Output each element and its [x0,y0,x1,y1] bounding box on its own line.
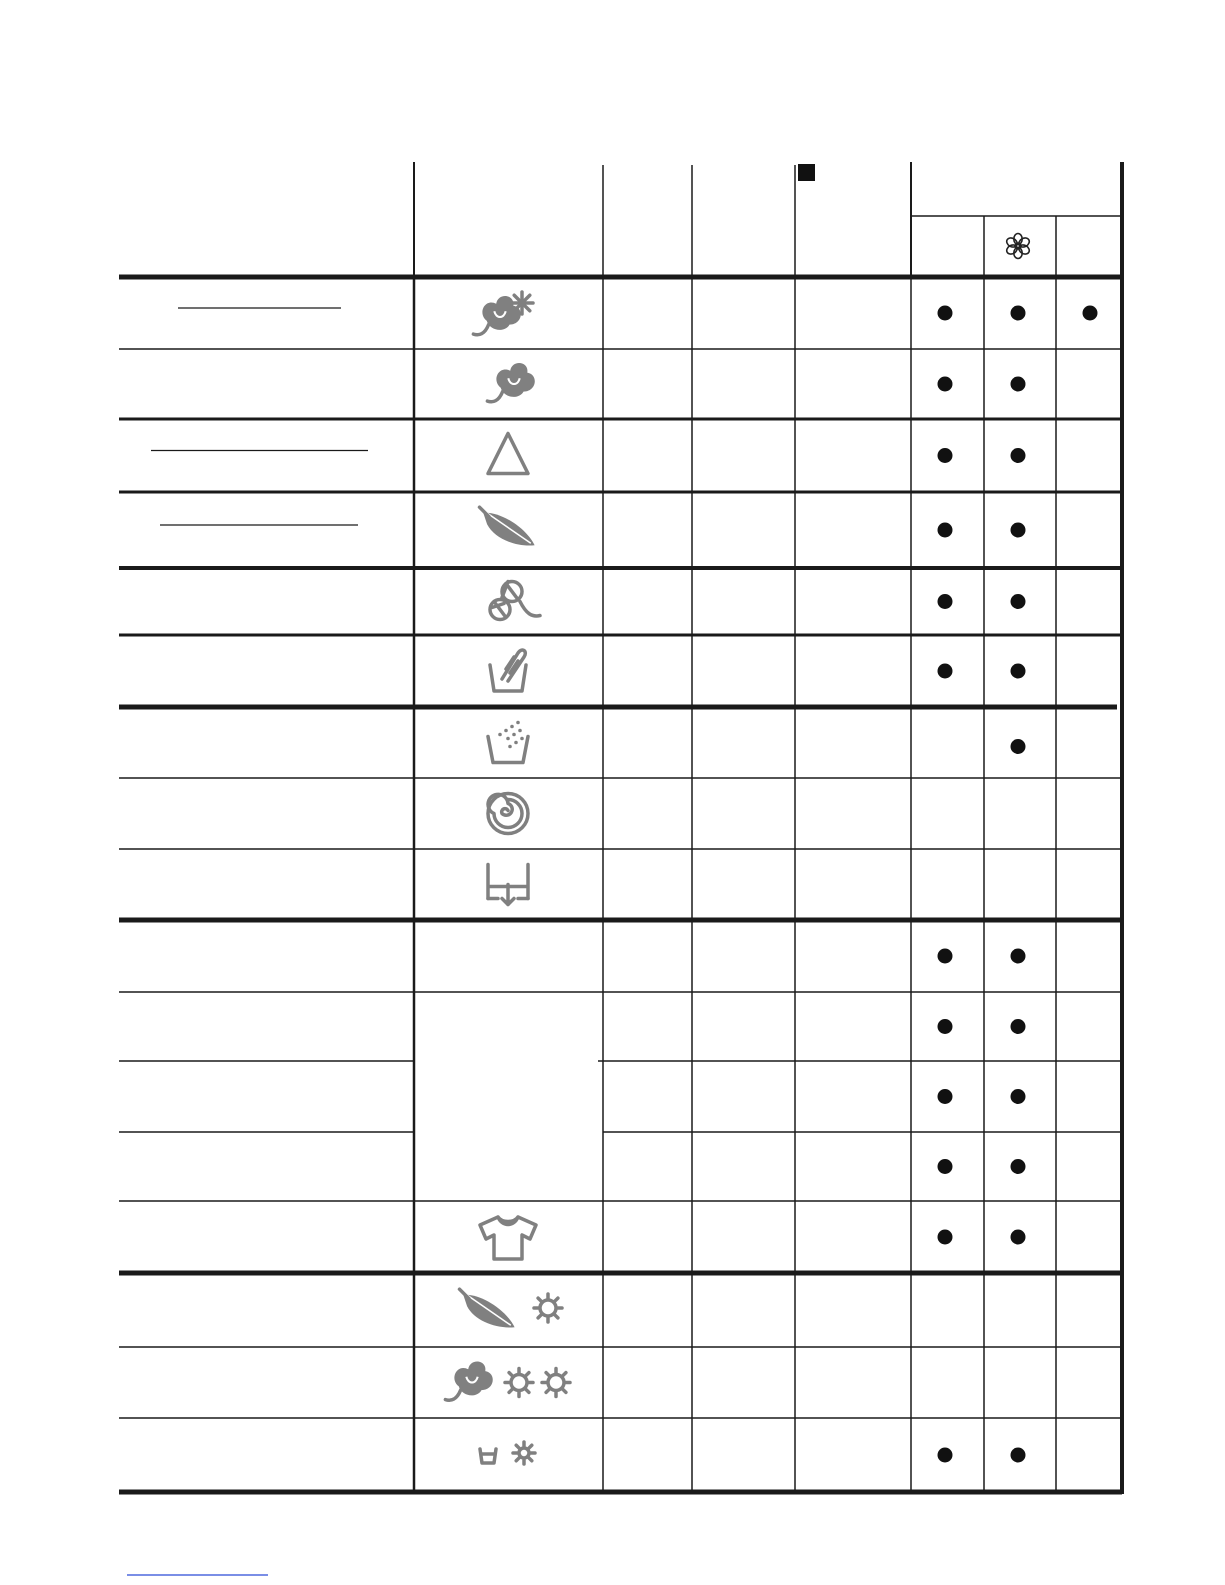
water-drop [506,737,510,741]
option-dot [1011,664,1026,679]
water-drop [498,733,502,737]
water-drop [518,729,522,733]
option-dot [938,377,953,392]
option-dot [1011,448,1026,463]
sun-ray [563,1373,566,1376]
option-dot [938,1448,953,1463]
cotton-icon [487,363,534,402]
cotton-stain-icon [473,292,533,335]
option-dot [938,448,953,463]
sun-ray [538,1315,541,1318]
sun-ray [529,1445,532,1448]
sun-ray [563,1390,566,1393]
sun-icon [542,1369,570,1397]
small-tub [480,1449,496,1463]
hand-wash-icon [490,650,526,691]
sun-ray [509,1390,512,1393]
option-dot [938,306,953,321]
sun-ray [526,1373,529,1376]
option-dot [1011,1448,1026,1463]
triangle-outer [488,434,528,474]
option-dot [938,949,953,964]
water-drop [514,741,518,745]
table-row [938,1019,1026,1034]
table-cells [151,292,1098,1464]
sun-disc [511,1375,527,1391]
sun-ray [526,1390,529,1393]
flower-icon [1005,234,1031,259]
sun-ray [555,1315,558,1318]
option-dot [938,1159,953,1174]
drain-icon [488,865,528,905]
water-drop [520,737,524,741]
table-row [178,306,1098,321]
stain-splash [511,292,533,314]
header-icons [798,164,1031,259]
option-dot [938,523,953,538]
water-drop [516,721,520,725]
feather-sun-icon [460,1289,563,1327]
wool-yarn-icon [490,582,540,620]
water-drop [504,729,508,733]
option-dot [938,664,953,679]
tub-sun-icon [480,1442,535,1464]
tshirt-icon [480,1217,536,1259]
table-row [938,1448,1026,1463]
sun-disc [519,1448,529,1458]
sun-ray [516,1458,519,1461]
yarn-tail [520,602,540,616]
option-dot [1011,739,1026,754]
sun-ray [529,1458,532,1461]
option-dot [1011,1089,1026,1104]
water-drop [512,733,516,737]
black-square-icon [798,164,815,181]
table-row [160,523,1026,538]
water-drop [510,725,514,729]
cotton-stem [487,392,502,402]
cotton-stem [473,325,488,335]
water-drop [508,745,512,749]
option-dot [1011,377,1026,392]
option-dot [1011,594,1026,609]
table-row [938,949,1026,964]
option-dot [1011,306,1026,321]
table-row [938,1089,1026,1104]
option-dot [938,594,953,609]
table-row [938,1159,1026,1174]
sun-ray [555,1298,558,1301]
sun-ray [538,1298,541,1301]
table-row [938,664,1026,679]
synthetic-triangle-icon [488,434,528,474]
sun-ray [516,1445,519,1448]
sun-ray [546,1390,549,1393]
cotton-two-sun-icon [445,1362,570,1401]
sun-icon [534,1294,562,1322]
option-dot [1011,1159,1026,1174]
sun-ray [509,1373,512,1376]
rinse-shower-icon [488,721,528,763]
sun-icon [513,1442,535,1464]
table-row [938,1230,1026,1245]
option-dot [1083,306,1098,321]
table-grid [119,162,1122,1494]
option-dot [938,1019,953,1034]
tub [488,737,528,763]
sun-icon [505,1369,533,1397]
option-dot [1011,523,1026,538]
option-dot [938,1230,953,1245]
cotton-stem [445,1390,460,1400]
table-row [938,594,1026,609]
sun-ray [546,1373,549,1376]
table-row [938,377,1026,392]
sun-disc [548,1375,564,1391]
option-dot [938,1089,953,1104]
spin-spiral-icon [488,794,528,834]
option-dot [1011,1019,1026,1034]
feather-icon [480,507,535,545]
table-row [151,448,1026,463]
option-dot [1011,949,1026,964]
table-row [1011,739,1026,754]
sun-disc [540,1300,556,1316]
option-dot [1011,1230,1026,1245]
